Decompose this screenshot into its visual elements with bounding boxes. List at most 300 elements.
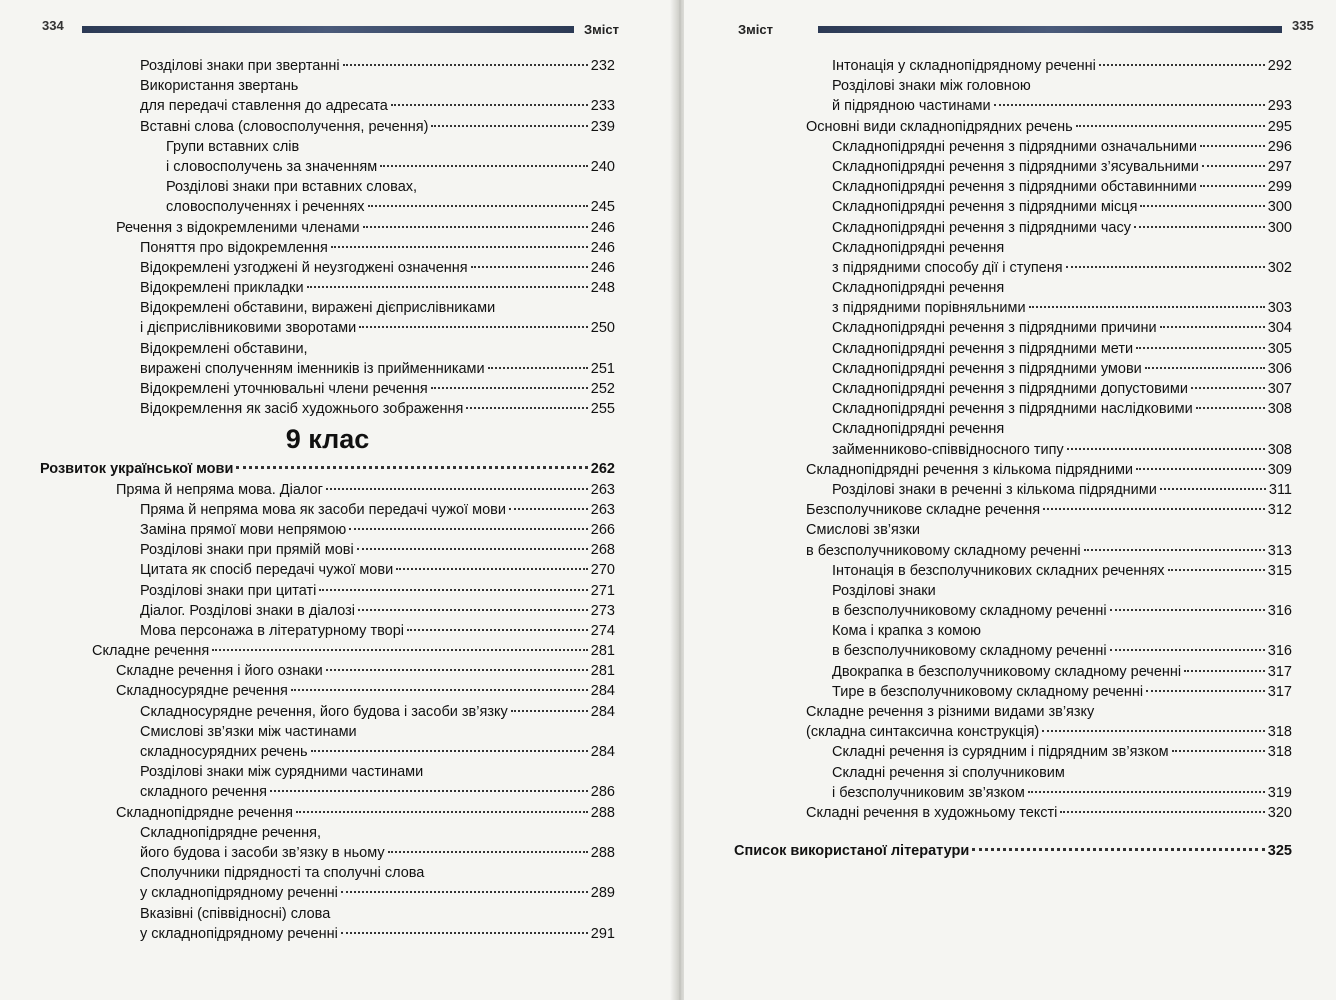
toc-entry-title: й підрядною частинами xyxy=(832,98,991,115)
toc-leader-dots xyxy=(1136,347,1265,349)
toc-leader-dots xyxy=(431,125,587,127)
toc-entry xyxy=(40,762,615,782)
toc-entry-title: Складнопідрядні речення з підрядними допустовими xyxy=(832,381,1188,397)
toc-spacer xyxy=(804,823,1292,841)
toc-entry-page: 271 xyxy=(590,582,615,599)
toc-leader-dots xyxy=(1140,205,1264,207)
toc-entry-title: Безсполучникове складне речення xyxy=(806,502,1041,519)
toc-entry-title: в безсполучниковому складному реченні xyxy=(832,643,1107,660)
toc-entry xyxy=(804,520,1292,540)
toc-entry-title: Відокремлені узгоджені й неузгоджені означення xyxy=(140,259,468,276)
left-header-title: Зміст xyxy=(584,22,619,37)
toc-entry xyxy=(804,157,1292,177)
toc-entry xyxy=(804,500,1292,520)
toc-entry-title: Використання звертань xyxy=(140,78,299,95)
left-toc-entries-grade9 xyxy=(40,459,615,944)
toc-entry-title: Вставні слова (словосполучення, речення) xyxy=(140,118,429,135)
toc-entry-page: 245 xyxy=(590,199,615,216)
toc-entry xyxy=(40,601,615,621)
toc-entry-title: Розділові знаки при цитаті xyxy=(140,582,317,599)
toc-entry-title: Основні види складнопідрядних речень xyxy=(806,118,1073,135)
toc-entry-title: Складнопідрядні речення з підрядними мети xyxy=(832,340,1134,357)
toc-entry-title: Складнопідрядне речення, xyxy=(140,824,322,841)
toc-entry xyxy=(804,460,1292,480)
right-toc xyxy=(734,56,1292,861)
toc-entry-page: 308 xyxy=(1267,441,1292,458)
toc-entry-page: 292 xyxy=(1267,58,1292,74)
toc-entry xyxy=(804,117,1292,137)
toc-entry-title: складносурядних речень xyxy=(140,744,308,760)
section-title: 9 клас xyxy=(285,424,370,455)
toc-leader-dots xyxy=(1067,448,1265,450)
toc-entry-title: Розділові знаки між головною xyxy=(832,78,1031,95)
toc-leader-dots xyxy=(1066,266,1265,268)
toc-leader-dots xyxy=(296,811,588,813)
toc-entry xyxy=(804,218,1292,238)
toc-leader-dots xyxy=(1028,791,1265,793)
toc-entry-title: Речення з відокремленими членами xyxy=(116,219,360,236)
toc-entry-page: 318 xyxy=(1267,724,1292,741)
toc-entry xyxy=(40,298,615,318)
toc-entry-title: у складнопідрядному реченні xyxy=(140,925,338,942)
toc-entry xyxy=(804,621,1292,641)
toc-entry xyxy=(804,76,1292,96)
toc-leader-dots xyxy=(1136,468,1265,470)
toc-entry-page: 306 xyxy=(1267,360,1292,377)
toc-entry-title: Заміна прямої мови непрямою xyxy=(140,521,347,538)
toc-leader-dots xyxy=(341,932,588,934)
toc-entry-title: його будова і засоби зв’язку в ньому xyxy=(140,844,385,861)
toc-entry-page: 300 xyxy=(1267,219,1292,236)
toc-leader-dots xyxy=(307,286,588,288)
toc-entry xyxy=(40,379,615,399)
toc-entry-page: 246 xyxy=(590,239,615,256)
left-toc xyxy=(40,56,615,944)
toc-leader-dots xyxy=(1084,549,1265,551)
toc-entry-page: 302 xyxy=(1267,259,1292,276)
toc-leader-dots xyxy=(488,367,588,369)
left-page-number: 334 xyxy=(42,18,64,33)
toc-entry-page: 304 xyxy=(1267,320,1292,337)
toc-entry xyxy=(804,682,1292,702)
toc-leader-dots xyxy=(391,104,588,106)
toc-entry xyxy=(804,359,1292,379)
toc-entry-page: 284 xyxy=(590,744,615,760)
toc-entry xyxy=(40,702,615,722)
toc-entry-page: 325 xyxy=(1267,843,1292,860)
toc-leader-dots xyxy=(363,226,588,228)
toc-entry-page: 239 xyxy=(590,118,615,135)
toc-entry-title: Кома і крапка з комою xyxy=(832,623,982,640)
toc-entry xyxy=(40,742,615,762)
toc-entry-page: 270 xyxy=(590,562,615,579)
toc-entry-title: Відокремлені обставини, виражені дієприслівниками xyxy=(140,300,496,317)
toc-entry xyxy=(804,197,1292,217)
toc-leader-dots xyxy=(1043,508,1265,510)
toc-entry xyxy=(804,561,1292,581)
toc-entry-page: 293 xyxy=(1267,98,1292,115)
toc-entry-title: Розділові знаки при звертанні xyxy=(140,58,340,74)
toc-entry-page: 240 xyxy=(590,158,615,175)
toc-entry-title: Складне речення xyxy=(92,643,210,660)
left-page-header xyxy=(40,14,620,40)
toc-leader-dots xyxy=(1134,226,1265,228)
toc-entry xyxy=(40,339,615,359)
toc-entry xyxy=(804,177,1292,197)
toc-entry-title: з підрядними порівняльними xyxy=(832,300,1026,317)
toc-entry-title: з підрядними способу дії і ступеня xyxy=(832,259,1063,276)
toc-entry xyxy=(40,459,615,479)
toc-entry-title: у складнопідрядному реченні xyxy=(140,885,338,902)
toc-entry-page: 246 xyxy=(590,259,615,276)
toc-entry-page: 291 xyxy=(590,925,615,942)
toc-entry-title: і дієприслівниковими зворотами xyxy=(140,320,357,337)
toc-entry xyxy=(804,581,1292,601)
toc-entry xyxy=(40,359,615,379)
toc-entry xyxy=(804,480,1292,500)
toc-entry-title: Розділові знаки при вставних словах, xyxy=(166,179,418,196)
toc-leader-dots xyxy=(466,407,587,409)
toc-entry xyxy=(40,278,615,298)
toc-entry-title: Діалог. Розділові знаки в діалозі xyxy=(140,602,356,619)
toc-entry xyxy=(40,843,615,863)
toc-entry-title: Складні речення в художньому тексті xyxy=(806,804,1058,821)
toc-leader-dots xyxy=(341,891,588,893)
toc-entry xyxy=(40,238,615,258)
toc-entry-title: Двокрапка в безсполучниковому складному реченні xyxy=(832,663,1182,680)
toc-leader-dots xyxy=(511,710,588,712)
toc-entry-page: 288 xyxy=(590,804,615,821)
toc-entry-page: 281 xyxy=(590,643,615,660)
right-toc-final xyxy=(734,841,1292,861)
toc-entry-page: 311 xyxy=(1268,481,1292,498)
right-page xyxy=(684,0,1336,1000)
right-page-number: 335 xyxy=(1292,18,1314,33)
toc-entry-page: 274 xyxy=(590,622,615,639)
toc-entry-page: 289 xyxy=(590,885,615,902)
toc-entry-title: Вказівні (співвідносні) слова xyxy=(140,905,331,922)
toc-entry xyxy=(40,157,615,177)
toc-leader-dots xyxy=(1076,125,1265,127)
toc-entry-page: 232 xyxy=(590,58,615,74)
toc-entry-title: Цитата як спосіб передачі чужої мови xyxy=(140,562,394,579)
left-toc-entries xyxy=(40,56,615,419)
toc-leader-dots xyxy=(1042,730,1265,732)
toc-entry xyxy=(40,924,615,944)
toc-entry-page: 307 xyxy=(1267,381,1292,397)
toc-leader-dots xyxy=(1196,407,1265,409)
toc-entry-title: Смислові зв’язки xyxy=(806,522,920,539)
toc-entry xyxy=(804,601,1292,621)
toc-entry xyxy=(40,681,615,701)
toc-leader-dots xyxy=(1202,165,1265,167)
toc-entry xyxy=(40,56,615,76)
toc-entry-title: Відокремлені обставини, xyxy=(140,340,308,357)
toc-leader-dots xyxy=(994,104,1265,106)
toc-entry-page: 284 xyxy=(590,703,615,720)
toc-entry-title: Пряма й непряма мова. Діалог xyxy=(116,481,323,498)
toc-entry-title: для передачі ставлення до адресата xyxy=(140,98,388,115)
toc-entry-title: Складні речення зі сполучниковим xyxy=(832,764,1065,781)
toc-entry xyxy=(40,540,615,560)
toc-leader-dots xyxy=(407,629,588,631)
toc-entry-title: Складнопідрядні речення xyxy=(832,280,1005,297)
toc-entry xyxy=(804,419,1292,439)
toc-entry-title: Складносурядне речення xyxy=(116,683,288,700)
toc-entry-page: 263 xyxy=(590,481,615,498)
toc-entry-title: Поняття про відокремлення xyxy=(140,239,328,256)
toc-entry-page: 297 xyxy=(1267,158,1292,175)
toc-entry-title: Складнопідрядні речення з підрядними наслідковими xyxy=(832,401,1193,418)
toc-entry xyxy=(804,318,1292,338)
toc-entry-title: Розділові знаки між сурядними частинами xyxy=(140,764,424,781)
toc-entry-page: 248 xyxy=(590,280,615,297)
toc-entry-title: Складнопідрядні речення xyxy=(832,421,1005,438)
toc-entry-page: 273 xyxy=(590,602,615,619)
toc-entry-title: Розділові знаки xyxy=(832,582,936,599)
toc-entry-title: словосполученнях і реченнях xyxy=(166,199,365,216)
toc-entry-page: 318 xyxy=(1267,744,1292,761)
toc-leader-dots xyxy=(331,246,588,248)
toc-entry xyxy=(804,137,1292,157)
toc-entry-page: 281 xyxy=(590,663,615,680)
toc-entry-page: 296 xyxy=(1267,138,1292,155)
right-page-header xyxy=(734,14,1314,40)
toc-entry xyxy=(804,641,1292,661)
toc-entry-title: Сполучники підрядності та сполучні слова xyxy=(140,865,425,882)
toc-entry-title: Інтонація в безсполучникових складних реченнях xyxy=(832,562,1165,579)
toc-entry xyxy=(40,177,615,197)
toc-entry-title: Відокремлені уточнювальні члени речення xyxy=(140,381,428,397)
toc-entry xyxy=(804,379,1292,399)
toc-entry xyxy=(40,520,615,540)
toc-leader-dots xyxy=(270,790,588,792)
toc-entry-title: Список використаної літератури xyxy=(734,843,970,860)
toc-entry-bibliography xyxy=(734,841,1292,861)
toc-entry xyxy=(40,722,615,742)
toc-leader-dots xyxy=(368,205,588,207)
toc-entry-title: Складне речення і його ознаки xyxy=(116,663,323,680)
right-header-title: Зміст xyxy=(738,22,773,37)
toc-leader-dots xyxy=(1200,145,1265,147)
toc-entry xyxy=(40,560,615,580)
toc-entry-title: Складнопідрядне речення xyxy=(116,804,294,821)
toc-entry-page: 268 xyxy=(590,542,615,559)
toc-entry-title: Складні речення із сурядним і підрядним зв’язком xyxy=(832,744,1169,761)
toc-entry xyxy=(40,480,615,500)
toc-leader-dots xyxy=(396,568,588,570)
toc-entry-page: 295 xyxy=(1267,118,1292,135)
toc-entry xyxy=(804,742,1292,762)
toc-entry-page: 233 xyxy=(590,98,615,115)
toc-entry-title: Розділові знаки при прямій мові xyxy=(140,542,354,559)
toc-entry xyxy=(40,318,615,338)
toc-entry xyxy=(40,258,615,278)
toc-entry-title: Відокремлення як засіб художнього зображення xyxy=(140,401,464,418)
toc-entry xyxy=(804,399,1292,419)
toc-entry-page: 255 xyxy=(590,401,615,418)
toc-entry-title: виражені сполученням іменників із прийменниками xyxy=(140,360,485,377)
toc-entry xyxy=(804,238,1292,258)
toc-entry-page: 308 xyxy=(1267,401,1292,418)
toc-entry-title: Складнопідрядні речення з підрядними часу xyxy=(832,219,1131,236)
toc-entry-title: Пряма й непряма мова як засоби передачі чужої мови xyxy=(140,501,506,518)
toc-entry xyxy=(40,803,615,823)
toc-entry-title: Складнопідрядні речення з підрядними означальними xyxy=(832,138,1197,155)
toc-entry-title: Складнопідрядні речення з підрядними обставинними xyxy=(832,179,1197,196)
toc-entry xyxy=(804,702,1292,722)
toc-leader-dots xyxy=(359,326,588,328)
toc-entry xyxy=(40,883,615,903)
toc-leader-dots xyxy=(1110,649,1265,651)
toc-entry-page: 286 xyxy=(590,784,615,801)
toc-entry-title: Тире в безсполучниковому складному реченні xyxy=(832,683,1144,700)
toc-leader-dots xyxy=(236,466,587,469)
toc-entry xyxy=(40,117,615,137)
toc-entry xyxy=(40,621,615,641)
toc-entry xyxy=(40,863,615,883)
toc-leader-dots xyxy=(1060,811,1264,813)
right-header-bar xyxy=(818,26,1282,33)
toc-leader-dots xyxy=(357,548,588,550)
right-toc-entries xyxy=(804,56,1292,823)
toc-leader-dots xyxy=(358,609,588,611)
toc-entry-page: 309 xyxy=(1267,461,1292,478)
toc-entry-page: 316 xyxy=(1267,643,1292,660)
toc-entry xyxy=(804,763,1292,783)
toc-entry-page: 313 xyxy=(1267,542,1292,559)
toc-entry-page: 284 xyxy=(590,683,615,700)
toc-entry xyxy=(804,96,1292,116)
toc-entry-title: Складнопідрядні речення з кількома підрядними xyxy=(806,461,1134,478)
toc-entry-page: 303 xyxy=(1267,300,1292,317)
toc-entry-title: і словосполучень за значенням xyxy=(166,158,378,175)
toc-entry-title: Складнопідрядні речення з підрядними з’ясувальними xyxy=(832,158,1199,175)
toc-entry-title: Розвиток української мови xyxy=(40,461,234,478)
toc-entry-page: 263 xyxy=(590,501,615,518)
toc-entry-page: 299 xyxy=(1267,179,1292,196)
toc-entry xyxy=(804,662,1292,682)
toc-entry-page: 300 xyxy=(1267,199,1292,216)
toc-leader-dots xyxy=(343,64,588,66)
toc-leader-dots xyxy=(1168,569,1265,571)
toc-leader-dots xyxy=(326,488,588,490)
toc-entry-page: 288 xyxy=(590,844,615,861)
toc-entry-page: 317 xyxy=(1267,683,1292,700)
toc-entry-title: Складнопідрядні речення з підрядними причини xyxy=(832,320,1157,337)
toc-entry-page: 246 xyxy=(590,219,615,236)
toc-leader-dots xyxy=(1200,185,1265,187)
toc-entry-page: 250 xyxy=(590,320,615,337)
toc-entry xyxy=(804,258,1292,278)
toc-leader-dots xyxy=(509,508,588,510)
toc-leader-dots xyxy=(291,689,588,691)
toc-leader-dots xyxy=(380,165,588,167)
toc-entry xyxy=(40,581,615,601)
toc-entry xyxy=(40,823,615,843)
toc-entry-title: в безсполучниковому складному реченні xyxy=(806,542,1081,559)
toc-entry xyxy=(40,197,615,217)
toc-entry-title: Інтонація у складнопідрядному реченні xyxy=(832,58,1096,74)
toc-entry xyxy=(804,339,1292,359)
toc-leader-dots xyxy=(349,528,588,530)
toc-leader-dots xyxy=(212,649,588,651)
toc-entry-title: Складне речення з різними видами зв’язку xyxy=(806,704,1095,720)
toc-entry xyxy=(40,96,615,116)
toc-entry xyxy=(40,218,615,238)
toc-entry xyxy=(40,137,615,157)
toc-entry-page: 316 xyxy=(1267,603,1292,620)
toc-leader-dots xyxy=(1191,387,1265,389)
toc-entry xyxy=(804,56,1292,76)
toc-entry-page: 319 xyxy=(1267,784,1292,801)
toc-entry xyxy=(40,500,615,520)
toc-leader-dots xyxy=(311,750,588,752)
toc-leader-dots xyxy=(1160,326,1265,328)
toc-entry-title: (складна синтаксична конструкція) xyxy=(806,724,1040,741)
toc-leader-dots xyxy=(388,851,588,853)
toc-entry-page: 305 xyxy=(1267,340,1292,357)
toc-entry-title: і безсполучниковим зв’язком xyxy=(832,784,1025,801)
toc-entry-title: Розділові знаки в реченні з кількома підрядними xyxy=(832,481,1157,498)
toc-entry-title: займенниково-співвідносного типу xyxy=(832,441,1064,458)
toc-leader-dots xyxy=(1146,690,1265,692)
toc-entry xyxy=(40,661,615,681)
toc-entry xyxy=(40,782,615,802)
toc-entry-page: 312 xyxy=(1267,502,1292,519)
toc-entry-title: Смислові зв’язки між частинами xyxy=(140,723,357,740)
toc-leader-dots xyxy=(431,387,588,389)
toc-entry xyxy=(804,722,1292,742)
toc-entry xyxy=(804,278,1292,298)
toc-leader-dots xyxy=(1145,367,1265,369)
toc-entry xyxy=(804,440,1292,460)
toc-entry xyxy=(40,904,615,924)
toc-entry xyxy=(804,541,1292,561)
toc-entry-title: Групи вставних слів xyxy=(166,138,300,155)
toc-entry xyxy=(40,399,615,419)
toc-entry-page: 315 xyxy=(1267,562,1292,579)
toc-entry-page: 266 xyxy=(590,521,615,538)
toc-leader-dots xyxy=(471,266,588,268)
toc-entry xyxy=(40,76,615,96)
toc-entry-title: складного речення xyxy=(140,784,268,801)
left-header-bar xyxy=(82,26,574,33)
toc-entry-title: Відокремлені прикладки xyxy=(140,280,304,297)
toc-leader-dots xyxy=(326,669,588,671)
toc-entry-title: Складнопідрядні речення з підрядними місця xyxy=(832,199,1138,216)
toc-entry xyxy=(804,783,1292,803)
toc-entry-page: 252 xyxy=(590,381,615,397)
toc-entry-page: 262 xyxy=(590,461,615,478)
toc-leader-dots xyxy=(319,589,587,591)
toc-entry xyxy=(40,641,615,661)
toc-entry-page: 317 xyxy=(1267,663,1292,680)
toc-entry-title: Мова персонажа в літературному творі xyxy=(140,622,404,639)
toc-leader-dots xyxy=(1160,488,1266,490)
toc-leader-dots xyxy=(1110,609,1265,611)
toc-leader-dots xyxy=(1172,750,1265,752)
toc-leader-dots xyxy=(1099,64,1265,66)
toc-entry-title: Складнопідрядні речення xyxy=(832,239,1005,256)
toc-entry-title: Складнопідрядні речення з підрядними умови xyxy=(832,360,1142,377)
toc-entry-title: Складносурядне речення, його будова і засоби зв’язку xyxy=(140,703,508,720)
toc-leader-dots xyxy=(1184,670,1265,672)
toc-entry-title: в безсполучниковому складному реченні xyxy=(832,603,1107,620)
toc-entry xyxy=(804,298,1292,318)
toc-leader-dots xyxy=(972,848,1265,851)
toc-leader-dots xyxy=(1029,306,1265,308)
